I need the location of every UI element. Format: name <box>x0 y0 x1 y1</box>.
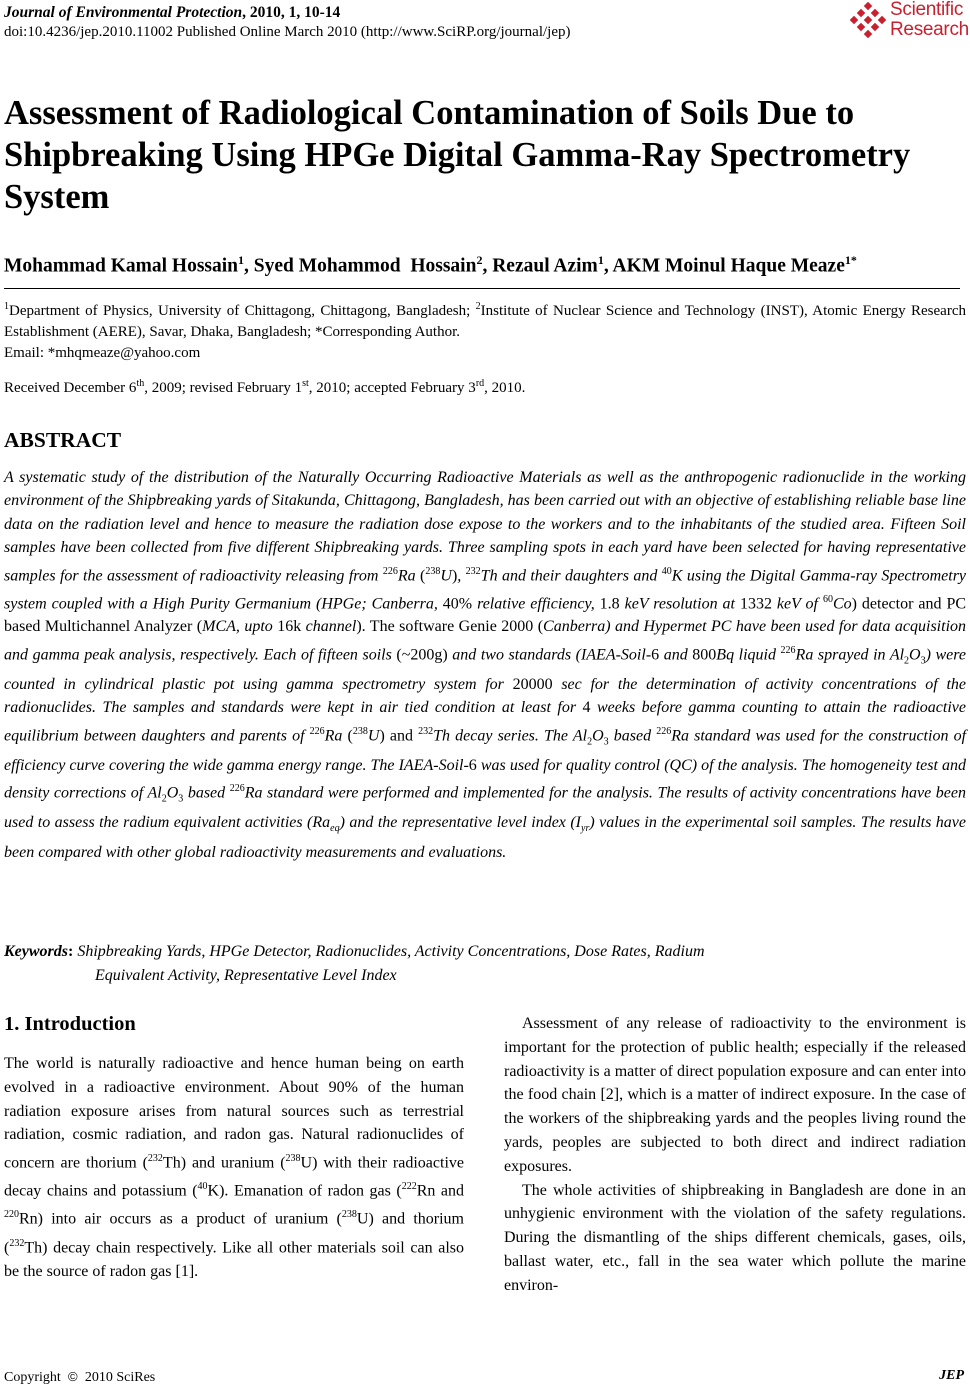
isotope-sup: 40 <box>197 1181 208 1193</box>
abstract-text: Canberra <box>543 618 606 636</box>
abstract-number: 800 <box>692 646 717 664</box>
abstract-body <box>4 466 966 864</box>
journal-header <box>4 4 340 22</box>
abstract-text: Ra standard were performed and implemented for the analysis. The results of activity concentrations have been used to assess the radium equivalent activities ( <box>4 784 967 832</box>
abstract-text: HPGe; Canberra, <box>321 594 443 612</box>
received-end: , 2010. <box>484 380 526 396</box>
author-name: Mohammad Kamal Hossain <box>4 255 239 277</box>
formula-sub: 3 <box>920 655 926 667</box>
abstract-text: Ra sprayed in <box>795 646 890 664</box>
abstract-text: Bq liquid <box>716 646 781 664</box>
affiliations <box>4 296 966 364</box>
abstract-text: U <box>440 567 452 585</box>
isotope-sup: 220 <box>4 1209 19 1221</box>
isotope-sup: 60 <box>822 593 833 605</box>
abstract-text: ) and Hypermet PC have been used for data acquisition and gamma peak analysis, respectively. Each of fifteen soils <box>4 618 967 664</box>
abstract-text: sec for the determination of activity concentrations of the radionuclides. The samples and standards were kept in air tied condition at least for <box>4 675 967 717</box>
keywords-line-1 <box>4 940 966 964</box>
intro-paragraph-2: Assessment of any release of radioactivity to the environment is important for the protection of public health; especially if the released radioactivity is a matter of direct population exposure and can enter into the food chain [2], which is a matter of indirect exposure. In the case of the workers of the shipbreaking yards and the peoples living round the yards, peoples are subjected to both direct and indirect radiation exposures. <box>504 1015 966 1175</box>
abstract-text: and two standards ( <box>447 646 581 664</box>
abstract-text: Al <box>572 727 588 745</box>
abstract-paragraph <box>4 466 966 864</box>
isotope-sup: 232 <box>465 565 481 577</box>
abstract-text: and <box>659 646 693 664</box>
isotope-sup: 238 <box>352 725 368 737</box>
copyright-footer <box>4 1369 155 1386</box>
abstract-text: Al <box>889 646 905 664</box>
body-text: U) with their radioactive decay chains and potassium ( <box>4 1154 465 1200</box>
abstract-text: ) and the representative level index ( <box>339 814 576 832</box>
copyright-symbol: © <box>68 1369 78 1384</box>
abstract-number: 1332 <box>739 594 772 612</box>
journal-abbreviation: JEP <box>939 1368 964 1383</box>
formula-sub: 2 <box>587 736 593 748</box>
isotope-sup: 226 <box>780 644 796 656</box>
journal-name: Journal of Environmental Protection <box>4 4 243 21</box>
abstract-text: ) and <box>379 727 419 745</box>
author-separator: , <box>482 255 493 277</box>
abstract-text: based <box>608 727 657 745</box>
abstract-text: Co <box>832 594 852 612</box>
doi-line[interactable]: doi:10.4236/jep.2010.11002 Published Online March 2010 (http://www.SciRP.org/journal/jep) <box>4 24 571 40</box>
scientific-research-logo-icon <box>848 2 888 42</box>
affiliation-text <box>4 296 966 343</box>
abstract-text: U <box>367 727 380 745</box>
keywords-text: Shipbreaking Yards, HPGe Detector, Radionuclides, Activity Concentrations, Dose Rates, Radium <box>77 943 705 960</box>
abstract-text: O <box>166 784 179 802</box>
logo-text <box>890 0 969 40</box>
left-column <box>4 1008 464 1283</box>
formula-sub: eq <box>330 823 340 835</box>
author-list <box>4 253 857 278</box>
ordinal-sup: st <box>302 378 309 389</box>
logo-line-1: Scientific <box>890 0 964 20</box>
isotope-sup: 232 <box>418 725 434 737</box>
author-affil-sup: 1* <box>844 253 857 267</box>
header-divider <box>4 288 960 289</box>
formula-sub: yr <box>581 823 590 835</box>
paper-title: Assessment of Radiological Contamination of Soils Due to Shipbreaking Using HPGe Digital Gamma-Ray Spectrometry System <box>4 94 911 216</box>
abstract-number: 6 <box>468 756 477 774</box>
abstract-text: I <box>575 814 581 832</box>
isotope-sup: 232 <box>9 1237 25 1249</box>
received-dates <box>4 378 525 397</box>
affil-sup: 2 <box>475 301 481 312</box>
isotope-sup: 222 <box>401 1181 417 1193</box>
isotope-sup: 238 <box>285 1153 301 1165</box>
formula-sub: 2 <box>904 655 910 667</box>
abstract-text: ) of the analysis. The homogeneity test and density corrections of <box>4 756 967 802</box>
logo-line-2: Research <box>890 19 969 40</box>
revised-text: , 2009; revised February 1 <box>144 380 303 396</box>
body-text: U) and thorium ( <box>4 1210 464 1256</box>
abstract-text: ) detector and PC based Multichannel Analyzer ( <box>4 594 967 636</box>
abstract-text: weeks before gamma counting to attain the radioactive equilibrium between daughters and parents of <box>4 699 966 745</box>
keywords-colon: : <box>68 943 78 960</box>
abstract-number: 16k <box>277 618 302 636</box>
author-affil-sup: 2 <box>476 253 483 267</box>
isotope-sup: 238 <box>341 1209 357 1221</box>
ordinal-sup: rd <box>475 378 485 389</box>
ordinal-sup: th <box>136 378 145 389</box>
formula-sub: 2 <box>161 793 167 805</box>
author-separator: , <box>603 255 613 277</box>
author-separator: , <box>244 255 254 277</box>
section-heading: 1. Introduction <box>4 1013 136 1035</box>
received-text: Received December 6 <box>4 380 137 396</box>
abstract-text: O <box>592 727 604 745</box>
author-affil-sup: 1 <box>238 253 245 267</box>
isotope-sup: 238 <box>425 565 441 577</box>
abstract-text: Al <box>147 784 162 802</box>
abstract-number: 6 <box>651 646 660 664</box>
journal-volume: , 2010, 1, 10-14 <box>242 4 341 21</box>
isotope-sup: 232 <box>147 1153 163 1165</box>
right-column <box>504 1012 966 1298</box>
abstract-text: IAEA-Soil- <box>580 646 652 664</box>
abstract-text: A systematic study of the distribution of the Naturally Occurring Radioactive Materials as well as the anthropogenic radionuclide in the working environment of the Shipbreaking yards of Sitakunda, Chittagong, Bangladesh, has been carried out with an objective of establishing reliable base line data on the radiation level and hence to measure the radiation dose expose to the workers and to the inhabitants of the studied area. Fifteen Soil samples have been collected from five different Shipbreaking yards. Three sampling spots in each yard have been selected for having representative samples for the assessment of radioactivity releasing from <box>4 469 966 585</box>
isotope-sup: 226 <box>229 783 245 795</box>
abstract-text: O <box>909 646 921 664</box>
formula-sub: 3 <box>603 736 609 748</box>
abstract-text: ( <box>533 618 544 636</box>
abstract-text: ). The software Genie <box>356 618 502 636</box>
author-affil-sup: 1 <box>597 253 604 267</box>
affiliation-1: Department of Physics, University of Chittagong, Chittagong, Bangladesh; <box>9 303 476 319</box>
abstract-text: Ra <box>397 567 416 585</box>
affil-sup: 1 <box>4 301 9 312</box>
abstract-text: ) <box>451 567 458 585</box>
abstract-text: K using the Digital Gamma-ray Spectrometry system coupled with a High Purity Germanium ( <box>4 567 967 612</box>
author-name: Syed Mohammod Hossain <box>253 255 477 277</box>
body-text: Th) and uranium ( <box>162 1154 286 1172</box>
abstract-text: ( <box>415 567 426 585</box>
abstract-number: 1.8 <box>599 594 620 612</box>
abstract-text: Th and their daughters and <box>480 567 662 585</box>
abstract-heading: ABSTRACT <box>4 428 122 452</box>
abstract-text: keV resolution at <box>619 594 740 612</box>
body-text: K). Emanation of radon gas ( <box>207 1182 402 1200</box>
isotope-sup: 40 <box>661 565 672 577</box>
body-text: The world is naturally radioactive and hence human being on earth evolved in a radioactive environment. About 90% of the human radiation exposure arises from natural sources such as terrestrial radiation, cosmic radiation, and radon gas. Natural radionuclides of concern are thorium ( <box>4 1055 464 1172</box>
abstract-number: 4 <box>582 699 591 717</box>
body-text: Th) decay chain respectively. Like all other materials soil can also be the source of radon gas [1]. <box>4 1238 464 1280</box>
keywords-label: Keywords <box>4 943 68 960</box>
formula-sub: 3 <box>178 793 184 805</box>
copyright-text: 2010 SciRes <box>84 1370 156 1385</box>
abstract-text: , <box>457 567 466 585</box>
abstract-text: based <box>183 784 230 802</box>
accepted-text: , 2010; accepted February 3 <box>308 380 476 396</box>
abstract-text: ( <box>342 727 353 745</box>
abstract-number: 40% <box>442 594 473 612</box>
abstract-text: relative efficiency, <box>472 594 600 612</box>
abstract-text: Ra standard was used for the construction of efficiency curve covering the wide gamma energy range. The IAEA-Soil- <box>4 727 967 774</box>
abstract-text: Ra <box>312 814 331 832</box>
abstract-text: Ra <box>324 727 343 745</box>
keywords-line-2: Equivalent Activity, Representative Level Index <box>95 967 397 984</box>
isotope-sup: 226 <box>656 725 672 737</box>
intro-paragraph-3: The whole activities of shipbreaking in Bangladesh are done in an unhygienic environment with the violation of the safety regulations. During the dismantling of the ships different chemicals, gases, oils, ballast water, etc., fall in the sea water which pollute the marine environ- <box>504 1181 966 1294</box>
body-text: Rn and <box>416 1182 465 1200</box>
abstract-text: channel <box>301 618 357 636</box>
abstract-text: QC <box>669 756 692 774</box>
intro-paragraph-1 <box>4 1052 464 1283</box>
affiliation-2: Institute of Nuclear Science and Technology (INST), Atomic Energy Research Establishment (AERE), Savar, Dhaka, Bangladesh; *Corresponding Author. <box>4 303 966 340</box>
abstract-number: 2000 <box>501 618 534 636</box>
abstract-text: MCA, upto <box>202 618 278 636</box>
abstract-text: Th decay series. The <box>433 727 573 745</box>
email-line[interactable]: Email: *mhqmeaze@yahoo.com <box>4 345 201 361</box>
abstract-text: was used for quality control ( <box>476 756 670 774</box>
publisher-logo <box>848 0 970 44</box>
isotope-sup: 226 <box>382 565 398 577</box>
author-name: AKM Moinul Haque Meaze <box>612 255 845 277</box>
abstract-text: ) were counted in cylindrical plastic pot using gamma spectrometry system for <box>4 646 967 693</box>
copyright-label: Copyright <box>4 1370 61 1385</box>
author-name: Rezaul Azim <box>492 255 598 277</box>
abstract-number: (~200g) <box>396 646 448 664</box>
isotope-sup: 226 <box>309 725 325 737</box>
abstract-text: ) values in the experimental soil samples. The results have been compared with other global radioactivity measurements and evaluations. <box>4 814 967 861</box>
abstract-text: keV of <box>771 594 823 612</box>
body-text: Rn) into air occurs as a product of uranium ( <box>19 1210 342 1228</box>
abstract-number: 20000 <box>512 675 553 693</box>
keywords <box>4 940 966 988</box>
